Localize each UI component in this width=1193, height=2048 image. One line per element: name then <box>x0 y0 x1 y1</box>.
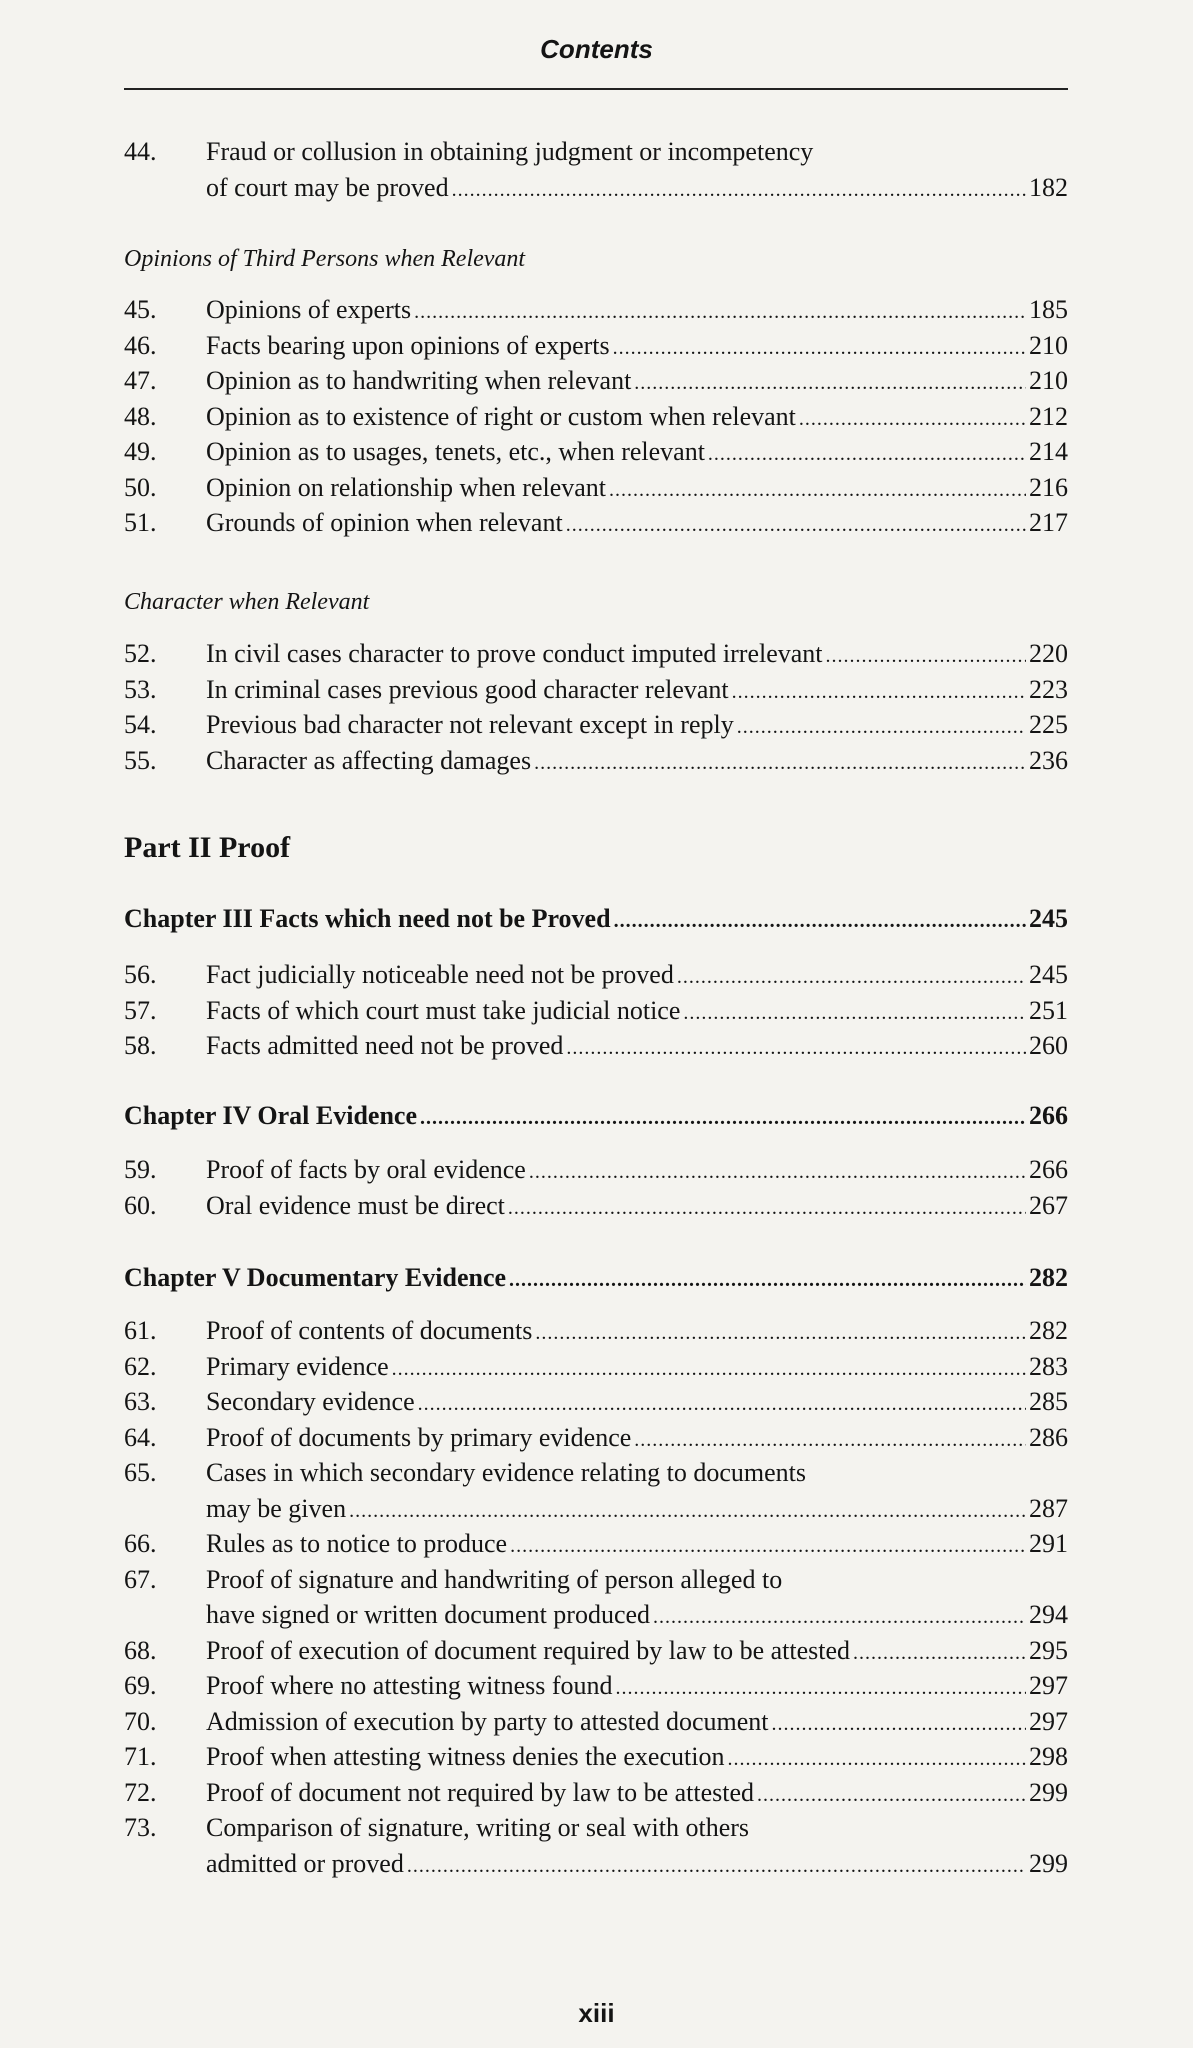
entry-page: 295 <box>1029 1635 1068 1665</box>
dot-leader <box>708 437 1026 473</box>
toc-entry <box>124 743 1068 779</box>
dot-leader <box>826 639 1026 675</box>
entry-number: 55. <box>124 745 157 775</box>
dot-leader <box>772 1707 1027 1743</box>
dot-leader <box>613 331 1026 367</box>
toc-entry-line2 <box>124 1597 1068 1633</box>
entry-title: Opinion as to existence of right or custom when relevant <box>206 401 796 431</box>
entry-page: 283 <box>1029 1351 1068 1381</box>
toc-entry <box>124 1313 1068 1349</box>
entry-page: 217 <box>1029 508 1068 537</box>
part-title: Part II Proof <box>124 831 291 864</box>
toc-entry-line1 <box>124 1455 1068 1491</box>
toc-entry <box>124 1775 1068 1811</box>
toc-entry <box>124 1420 1068 1456</box>
entry-number: 47. <box>124 366 157 395</box>
entry-number: 49. <box>124 437 157 466</box>
entry-title: Grounds of opinion when relevant <box>206 508 563 537</box>
entry-title: Previous bad character not relevant except in reply <box>206 710 734 739</box>
header-rule <box>124 88 1068 90</box>
entry-number: 46. <box>124 330 157 360</box>
entry-number: 54. <box>124 710 157 739</box>
entry-number: 70. <box>124 1706 157 1736</box>
entry-page: 291 <box>1029 1529 1068 1558</box>
entry-number: 69. <box>124 1671 157 1700</box>
entry-title: Character as affecting damages <box>206 745 532 775</box>
chapter-heading <box>124 901 1068 936</box>
section-third-persons-entries <box>124 292 1068 541</box>
dot-leader <box>452 173 1026 209</box>
entry-number: 71. <box>124 1742 157 1771</box>
entry-title: Facts of which court must take judicial notice <box>206 995 681 1025</box>
entry-number: 51. <box>124 508 157 537</box>
entry-number: 60. <box>124 1190 157 1220</box>
entry-number: 50. <box>124 472 157 502</box>
dot-leader <box>508 1191 1026 1227</box>
entry-page: 298 <box>1029 1742 1068 1771</box>
entry-page: 210 <box>1029 330 1068 360</box>
dot-leader <box>677 960 1026 996</box>
toc-entry <box>124 1739 1068 1775</box>
entry-title: Cases in which secondary evidence relating to documents <box>206 1458 806 1487</box>
entry-page: 236 <box>1029 745 1068 775</box>
toc-entry <box>124 1668 1068 1704</box>
entry-page: 210 <box>1029 366 1068 395</box>
entry-number: 57. <box>124 995 157 1025</box>
entry-title: Fact judicially noticeable need not be proved <box>206 960 674 989</box>
entry-title: Proof when attesting witness denies the execution <box>206 1742 725 1771</box>
toc-entry-line2 <box>124 1846 1068 1882</box>
entry-title: Opinion on relationship when relevant <box>206 472 607 502</box>
entry-page: 225 <box>1029 710 1068 739</box>
entry-number: 61. <box>124 1316 157 1345</box>
toc-entry <box>124 1349 1068 1385</box>
entry-44 <box>124 134 1068 205</box>
entry-page: 299 <box>1029 1777 1068 1807</box>
entry-page: 260 <box>1029 1031 1068 1060</box>
entry-title: Fraud or collusion in obtaining judgment or incompetency <box>206 137 814 166</box>
dot-leader <box>510 1529 1026 1565</box>
entry-number: 72. <box>124 1777 157 1807</box>
dot-leader <box>566 1031 1026 1067</box>
entry-page: 294 <box>1029 1600 1068 1629</box>
dot-leader <box>727 1742 1026 1778</box>
entry-page: 297 <box>1029 1671 1068 1700</box>
entry-page: 212 <box>1029 401 1068 431</box>
toc-entry <box>124 292 1068 328</box>
dot-leader <box>349 1494 1026 1530</box>
entry-title: Proof of signature and handwriting of person alleged to <box>206 1564 783 1594</box>
dot-leader <box>732 675 1026 711</box>
dot-leader <box>414 295 1026 331</box>
entry-number: 67. <box>124 1564 157 1594</box>
entry-page: 245 <box>1029 960 1068 989</box>
entry-page: 223 <box>1029 674 1068 704</box>
chapter-title: Chapter V Documentary Evidence <box>124 1263 507 1292</box>
dot-leader <box>683 996 1026 1032</box>
entry-title: Proof of contents of documents <box>206 1316 533 1345</box>
chapter-title: Chapter IV Oral Evidence <box>124 1101 417 1130</box>
toc-entry <box>124 707 1068 743</box>
section-character <box>124 586 1068 618</box>
toc-entry <box>124 672 1068 708</box>
entry-number: 52. <box>124 639 157 668</box>
entry-number: 44. <box>124 137 157 166</box>
entry-title: Admission of execution by party to attested document <box>206 1706 769 1736</box>
entry-title: Proof of facts by oral evidence <box>206 1155 526 1184</box>
toc-entry <box>124 1152 1068 1188</box>
dot-leader <box>737 710 1026 746</box>
entry-page: 216 <box>1029 472 1068 502</box>
dot-leader <box>609 473 1026 509</box>
chapter-title: Chapter III Facts which need not be Proved <box>124 904 611 933</box>
entry-title: Oral evidence must be direct <box>206 1190 505 1220</box>
chapter-heading <box>124 1260 1068 1295</box>
chapter-page: 245 <box>1029 904 1068 933</box>
toc-entry <box>124 1384 1068 1420</box>
toc-entry <box>124 470 1068 506</box>
entry-number: 62. <box>124 1351 157 1381</box>
entry-title: Secondary evidence <box>206 1387 415 1416</box>
toc-entry <box>124 1633 1068 1669</box>
toc-entry <box>124 363 1068 399</box>
toc-entry <box>124 957 1068 993</box>
toc-entry <box>124 993 1068 1029</box>
dot-leader <box>566 508 1026 544</box>
dot-leader <box>634 1423 1026 1459</box>
entry-number: 48. <box>124 401 157 431</box>
toc-entry <box>124 328 1068 364</box>
entry-number: 58. <box>124 1031 157 1060</box>
entry-page: 287 <box>1029 1493 1068 1523</box>
toc-entry-line2 <box>124 1491 1068 1527</box>
chapter-page: 266 <box>1029 1101 1068 1130</box>
entry-title: In civil cases character to prove conduct imputed irrelevant <box>206 639 823 668</box>
chapter-3-entries <box>124 957 1068 1064</box>
chapter-heading <box>124 1098 1068 1133</box>
running-head: Contents <box>540 34 653 64</box>
dot-leader <box>799 402 1026 438</box>
entry-page: 286 <box>1029 1422 1068 1452</box>
toc-entry <box>124 1526 1068 1562</box>
page-number: xiii <box>578 1998 615 2028</box>
entry-page: 251 <box>1029 995 1068 1025</box>
chapter-4 <box>124 1098 1068 1133</box>
toc-entry <box>124 505 1068 541</box>
entry-page: 182 <box>1029 172 1068 202</box>
entry-title-continued: may be given <box>206 1493 347 1523</box>
part-heading <box>124 828 1068 868</box>
toc-entry-line1 <box>124 1810 1068 1846</box>
entry-number: 65. <box>124 1458 157 1487</box>
entry-title: Primary evidence <box>206 1351 389 1381</box>
entry-title: Proof where no attesting witness found <box>206 1671 613 1700</box>
chapter-4-entries <box>124 1152 1068 1223</box>
entry-title: Opinion as to handwriting when relevant <box>206 366 632 395</box>
entry-number: 45. <box>124 295 157 324</box>
toc-entry <box>124 1704 1068 1740</box>
entry-title: Opinion as to usages, tenets, etc., when relevant <box>206 437 705 466</box>
section-title: Opinions of Third Persons when Relevant <box>124 246 526 272</box>
entry-title: Proof of documents by primary evidence <box>206 1422 632 1452</box>
entry-number: 68. <box>124 1635 157 1665</box>
entry-title-continued: admitted or proved <box>206 1848 404 1878</box>
entry-page: 299 <box>1029 1848 1068 1878</box>
dot-leader <box>509 1263 1026 1298</box>
toc-entry <box>124 1028 1068 1064</box>
entry-title: Comparison of signature, writing or seal with others <box>206 1813 750 1842</box>
chapter-5-entries <box>124 1313 1068 1881</box>
dot-leader <box>407 1849 1026 1885</box>
entry-page: 297 <box>1029 1706 1068 1736</box>
entry-title: Facts admitted need not be proved <box>206 1031 564 1060</box>
entry-number: 73. <box>124 1813 157 1842</box>
entry-number: 56. <box>124 960 157 989</box>
entry-number: 63. <box>124 1387 157 1416</box>
chapter-page: 282 <box>1029 1263 1068 1292</box>
chapter-3 <box>124 901 1068 936</box>
entry-page: 266 <box>1029 1155 1068 1184</box>
dot-leader <box>535 1316 1026 1352</box>
dot-leader <box>653 1600 1026 1636</box>
entry-number: 64. <box>124 1422 157 1452</box>
entry-title: Facts bearing upon opinions of experts <box>206 330 610 360</box>
dot-leader <box>853 1636 1026 1672</box>
dot-leader <box>757 1778 1026 1814</box>
section-character-entries <box>124 636 1068 778</box>
entry-page: 185 <box>1029 295 1068 324</box>
entry-page: 285 <box>1029 1387 1068 1416</box>
entry-page: 267 <box>1029 1190 1068 1220</box>
chapter-5 <box>124 1260 1068 1295</box>
section-third-persons <box>124 243 1068 275</box>
entry-title: Proof of document not required by law to be attested <box>206 1777 755 1807</box>
entry-page: 220 <box>1029 639 1068 668</box>
toc-entry <box>124 636 1068 672</box>
dot-leader <box>534 746 1026 782</box>
entry-number: 53. <box>124 674 157 704</box>
entry-page: 214 <box>1029 437 1068 466</box>
dot-leader <box>420 1101 1026 1136</box>
dot-leader <box>418 1387 1026 1423</box>
section-title: Character when Relevant <box>124 589 370 615</box>
dot-leader <box>616 1671 1026 1707</box>
entry-title: Opinions of experts <box>206 295 412 324</box>
toc-entry-line2 <box>124 170 1068 206</box>
entry-title: Rules as to notice to produce <box>206 1529 508 1558</box>
dot-leader <box>392 1352 1026 1388</box>
entry-title: In criminal cases previous good character relevant <box>206 674 729 704</box>
entry-title: Proof of execution of document required by law to be attested <box>206 1635 851 1665</box>
dot-leader <box>529 1155 1026 1191</box>
toc-entry <box>124 1188 1068 1224</box>
entry-number: 66. <box>124 1529 157 1558</box>
entry-title-continued: of court may be proved <box>206 172 449 202</box>
toc-entry-line1 <box>124 134 1068 170</box>
dot-leader <box>614 904 1026 939</box>
dot-leader <box>634 366 1026 402</box>
entry-number: 59. <box>124 1155 157 1184</box>
toc-entry <box>124 434 1068 470</box>
entry-title-continued: have signed or written document produced <box>206 1600 651 1629</box>
entry-page: 282 <box>1029 1316 1068 1345</box>
toc-entry <box>124 399 1068 435</box>
toc-entry-line1 <box>124 1562 1068 1598</box>
